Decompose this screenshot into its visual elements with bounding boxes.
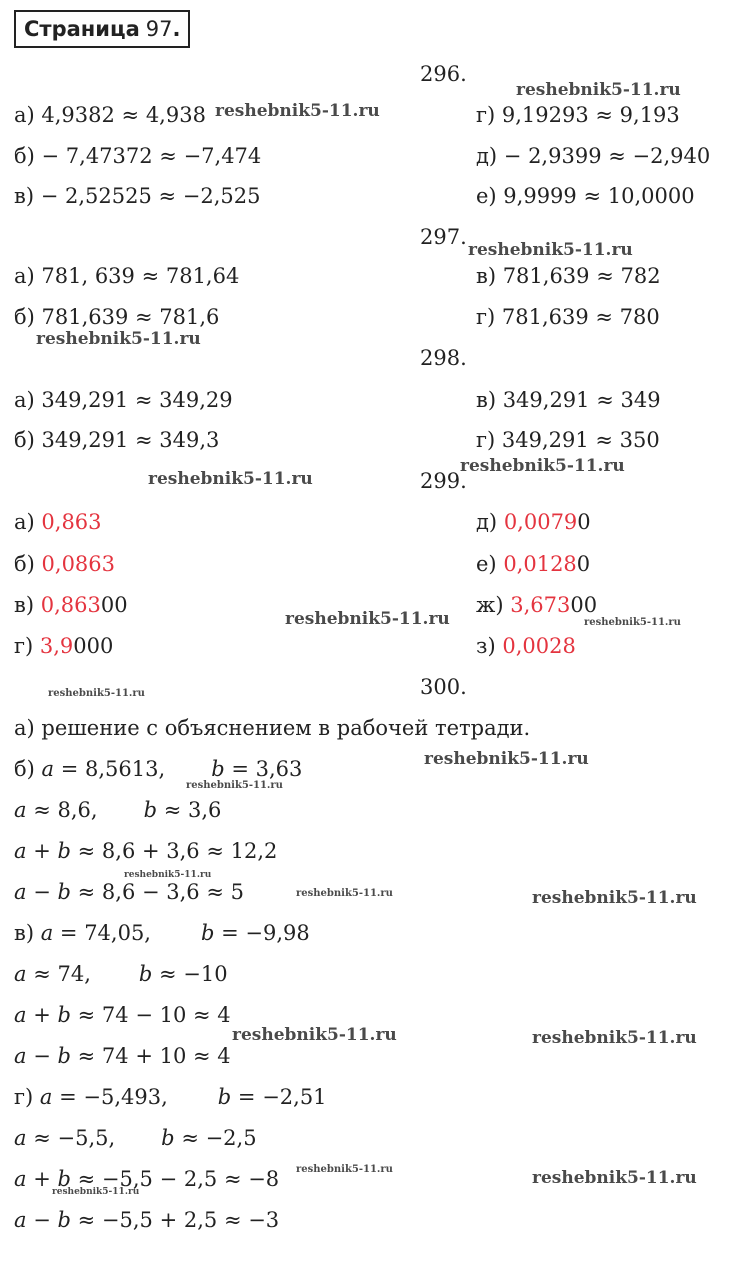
watermark: reshebnik5-11.ru xyxy=(36,329,201,349)
answer-298-b: б) 349,291 ≈ 349,3 xyxy=(14,428,220,452)
answer-297-b: б) 781,639 ≈ 781,6 xyxy=(14,305,220,329)
answer-299-a: а) 0,863 xyxy=(14,510,102,534)
answer-297-v: в) 781,639 ≈ 782 xyxy=(476,264,661,288)
problem-number-297: 297. xyxy=(420,225,467,249)
answer-296-g: г) 9,19293 ≈ 9,193 xyxy=(476,103,680,127)
answer-298-g: г) 349,291 ≈ 350 xyxy=(476,428,660,452)
answer-296-b: б) − 7,47372 ≈ −7,474 xyxy=(14,144,262,168)
watermark: reshebnik5-11.ru xyxy=(296,1164,393,1175)
watermark: reshebnik5-11.ru xyxy=(124,870,212,880)
answer-300-a: а) решение с объяснением в рабочей тетради. xyxy=(14,716,531,740)
answer-300-g-given: г) a = −5,493, b = −2,51 xyxy=(14,1085,327,1109)
answer-300-g-sum: a + b ≈ −5,5 − 2,5 ≈ −8 xyxy=(14,1167,280,1191)
answer-300-g-diff: a − b ≈ −5,5 + 2,5 ≈ −3 xyxy=(14,1208,280,1232)
watermark: reshebnik5-11.ru xyxy=(516,80,681,100)
answer-298-v: в) 349,291 ≈ 349 xyxy=(476,388,661,412)
watermark: reshebnik5-11.ru xyxy=(186,780,283,791)
answer-296-v: в) − 2,52525 ≈ −2,525 xyxy=(14,184,261,208)
watermark: reshebnik5-11.ru xyxy=(584,617,681,628)
watermark: reshebnik5-11.ru xyxy=(215,101,380,121)
watermark: reshebnik5-11.ru xyxy=(232,1025,397,1045)
answer-298-a: а) 349,291 ≈ 349,29 xyxy=(14,388,233,412)
problem-number-298: 298. xyxy=(420,346,467,370)
answer-300-v-given: в) a = 74,05, b = −9,98 xyxy=(14,921,310,945)
watermark: reshebnik5-11.ru xyxy=(532,1168,697,1188)
answer-300-v-approx: a ≈ 74, b ≈ −10 xyxy=(14,962,228,986)
watermark: reshebnik5-11.ru xyxy=(424,749,589,769)
answer-299-e: е) 0,01280 xyxy=(476,552,591,576)
answer-299-z: з) 0,0028 xyxy=(476,634,576,658)
answer-296-d: д) − 2,9399 ≈ −2,940 xyxy=(476,144,711,168)
watermark: reshebnik5-11.ru xyxy=(468,240,633,260)
problem-number-296: 296. xyxy=(420,62,467,86)
page-header-word: Страница xyxy=(24,17,140,41)
answer-300-b-diff: a − b ≈ 8,6 − 3,6 ≈ 5 xyxy=(14,880,244,904)
watermark: reshebnik5-11.ru xyxy=(532,1028,697,1048)
answer-300-b-approx: a ≈ 8,6, b ≈ 3,6 xyxy=(14,798,222,822)
answer-296-e: е) 9,9999 ≈ 10,0000 xyxy=(476,184,695,208)
answer-296-a: а) 4,9382 ≈ 4,938 xyxy=(14,103,206,127)
watermark: reshebnik5-11.ru xyxy=(52,1187,140,1197)
watermark: reshebnik5-11.ru xyxy=(148,469,313,489)
answer-299-g: г) 3,9000 xyxy=(14,634,114,658)
watermark: reshebnik5-11.ru xyxy=(532,888,697,908)
answer-299-d: д) 0,00790 xyxy=(476,510,591,534)
watermark: reshebnik5-11.ru xyxy=(48,688,145,699)
page-header-dot: . xyxy=(172,17,181,41)
page-number: 97 xyxy=(145,17,173,41)
answer-299-v: в) 0,86300 xyxy=(14,593,128,617)
problem-number-300: 300. xyxy=(420,675,467,699)
answer-297-g: г) 781,639 ≈ 780 xyxy=(476,305,660,329)
answer-300-g-approx: a ≈ −5,5, b ≈ −2,5 xyxy=(14,1126,257,1150)
answer-300-b-given: б) a = 8,5613, b = 3,63 xyxy=(14,757,303,781)
answer-299-zh: ж) 3,67300 xyxy=(476,593,598,617)
answer-300-v-sum: a + b ≈ 74 − 10 ≈ 4 xyxy=(14,1003,231,1027)
watermark: reshebnik5-11.ru xyxy=(460,456,625,476)
problem-number-299: 299. xyxy=(420,469,467,493)
answer-300-v-diff: a − b ≈ 74 + 10 ≈ 4 xyxy=(14,1044,231,1068)
answer-300-b-sum: a + b ≈ 8,6 + 3,6 ≈ 12,2 xyxy=(14,839,278,863)
answer-299-b: б) 0,0863 xyxy=(14,552,116,576)
answer-297-a: а) 781, 639 ≈ 781,64 xyxy=(14,264,240,288)
page-header xyxy=(14,10,190,48)
watermark: reshebnik5-11.ru xyxy=(296,888,393,899)
watermark: reshebnik5-11.ru xyxy=(285,609,450,629)
